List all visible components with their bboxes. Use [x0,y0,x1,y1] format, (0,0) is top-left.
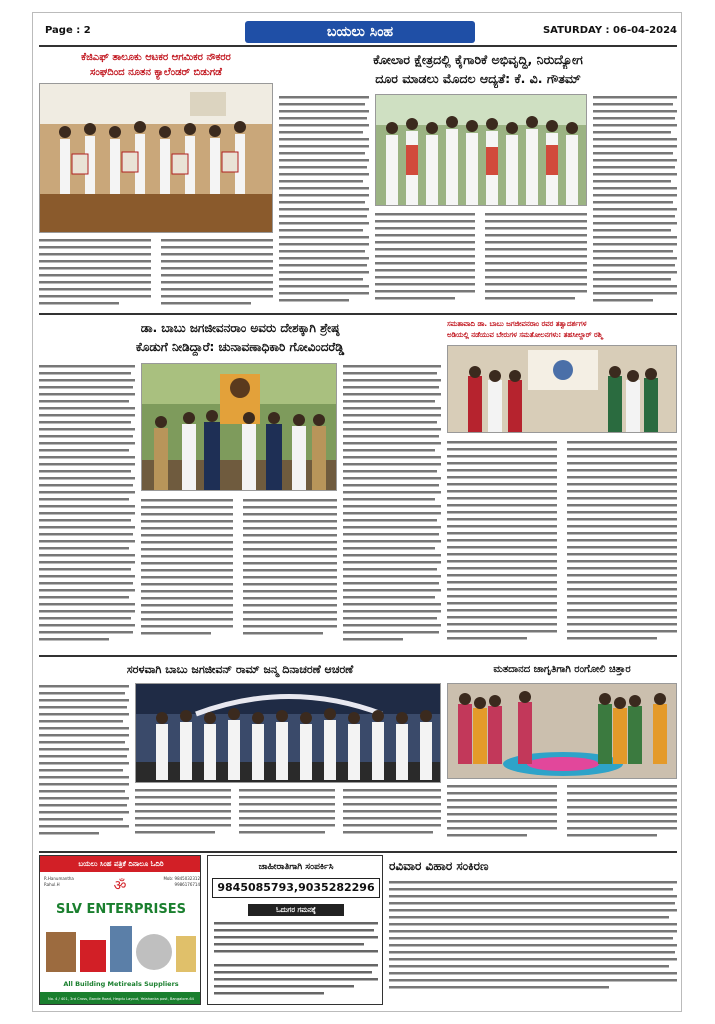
kgf-photo [39,83,273,233]
ravivara-article [389,855,677,1005]
classified-notice-text [214,920,378,1000]
classified-notice-lines [214,920,378,1000]
ravivara-headline: ರವಿವಾರ ವಿಹಾರ ಸಂಕಿರಣ [389,859,489,873]
section-rule-1 [39,313,677,315]
babu-photo [141,363,337,491]
rangoli-photo [447,683,677,779]
slv-top-banner: ಬಯಲು ಸಿಂಹ ಪತ್ರಿಕೆ ದಿನಾಲೂ ಓದಿರಿ [40,856,201,872]
page-number: Page : 2 [45,25,91,36]
babu-col-right [343,363,441,651]
saralavagi-col-bottom [135,787,441,843]
kgf-body-lines [39,237,273,309]
slv-subtitle: All Building Metireals Suppliers [63,980,179,988]
kolar-col-mid-lines [375,211,587,309]
section-rule-3 [39,851,677,853]
babu-col-left [39,363,135,651]
kgf-article [39,49,273,311]
slv-footer: No. 4 / 401, 3rd Cross, Bande Road, Hegdu Layout, Yelahanka post, Bangalore-64 [40,992,201,1005]
saralavagi-photo-image [136,684,441,783]
rangoli-photo-image [448,684,677,779]
section-rule-2 [39,655,677,657]
samata-body-lines [447,439,677,651]
slv-building-graphics [44,922,198,976]
kolar-col-right [593,94,677,309]
babu-col-mid-lines [141,497,337,651]
classified-notice-heading: ಓದುಗರ ಗಮನಕ್ಕೆ [248,904,344,916]
slv-title: SLV ENTERPRISES [56,902,186,917]
saralavagi-article [39,659,441,845]
rangoli-body [447,783,677,843]
slv-om-icon: ॐ [113,878,127,894]
classified-ad [207,855,383,1005]
masthead: ಬಯಲು ಸಿಂಹ [245,21,475,43]
saralavagi-col-left-lines [39,683,129,843]
kolar-col-mid [375,211,587,309]
kolar-headline-2: ದೂರ ಮಾಡಲು ಮೊದಲ ಆದ್ಯತೆ: ಕೆ. ವಿ. ಗೌತಮ್ [375,71,581,86]
slv-enterprises-ad [39,855,201,1005]
kolar-photo-image [376,95,587,206]
classified-heading: ಜಾಹೀರಾತಿಗಾಗಿ ಸಂಪರ್ಕಿಸಿ [258,862,334,872]
babu-photo-image [142,364,337,491]
ravivara-body [389,879,677,1003]
kgf-photo-image [40,84,273,233]
ravivara-body-lines [389,879,677,1003]
kgf-body [39,237,273,309]
samata-headline-2: ಅಡಿಯಲ್ಲಿ ನಡೆಯುವ ಬೇರುಗಳ ಸಮತೋಲನಗಳು: ತಹಸೀಲ್ದಾರ್ ರಶ್ಮಿ [447,331,603,339]
babu-article [39,317,441,653]
samata-photo [447,345,677,433]
saralavagi-bottom-lines [135,787,441,843]
classified-phones: 9845085793,9035282296 [212,878,380,898]
newspaper-page [32,12,682,1012]
issue-date: SATURDAY : 06-04-2024 [542,25,677,36]
samata-article [447,317,677,653]
samata-headline-1: ಸಮತಾವಾದಿ ಡಾ. ಬಾಬು ಜಗಜೀವನರಾಂ ರವರ ತತ್ವಾದರ್ಶಗಳ [447,320,587,328]
samata-body [447,439,677,651]
kolar-col-left-lines [279,94,369,309]
kgf-headline-2: ಸಂಘದಿಂದ ನೂತನ ಕ್ಯಾಲೆಂಡರ್ ಬಿಡುಗಡೆ [90,67,222,78]
kolar-photo [375,94,587,206]
samata-photo-image [448,346,677,433]
babu-col-right-lines [343,363,441,651]
babu-col-mid [141,497,337,651]
slv-contact-left: R.Hanumantha Rahul.H [44,876,74,887]
babu-headline-1: ಡಾ. ಬಾಬು ಜಗಜೀವನರಾಂ ಅವರು ದೇಶಕ್ಕಾಗಿ ಶ್ರೇಷ್ಠ [140,321,340,335]
slv-building-graphic [44,922,198,976]
babu-col-left-lines [39,363,135,651]
kolar-col-left [279,94,369,309]
rangoli-body-lines [447,783,677,843]
header-rule [39,45,677,47]
rangoli-article [447,659,677,845]
saralavagi-photo [135,683,441,783]
kolar-article [279,49,677,311]
saralavagi-headline: ಸರಳವಾಗಿ ಬಾಬು ಜಗಜೀವನ್ ರಾಮ್ ಜನ್ಮ ದಿನಾಚರಣೆ ಆಚರಣೆ [126,663,354,676]
kolar-headline-1: ಕೋಲಾರ ಕ್ಷೇತ್ರದಲ್ಲಿ ಕೈಗಾರಿಕೆ ಅಭಿವೃದ್ಧಿ, ನಿರುದ್ಯೋಗ [373,52,583,67]
rangoli-headline: ಮತದಾನದ ಜಾಗೃತಿಗಾಗಿ ರಂಗೋಲಿ ಚಿತ್ತಾರ [493,664,631,675]
babu-headline-2: ಕೊಡುಗೆ ನೀಡಿದ್ದಾರೆ: ಚುನಾವಣಾಧಿಕಾರಿ ಗೋವಿಂದರೆಡ್ಡಿ [135,340,345,354]
slv-contact-right: Mob: 9845032312 9986176714 [163,876,200,887]
saralavagi-col-left [39,683,129,843]
kgf-headline-1: ಕೆಜಿಎಫ್ ತಾಲೂಕು ಆಟಕರ ಆಗಮಿಕರ ನೌಕರರ [81,52,231,63]
kolar-col-right-lines [593,94,677,309]
